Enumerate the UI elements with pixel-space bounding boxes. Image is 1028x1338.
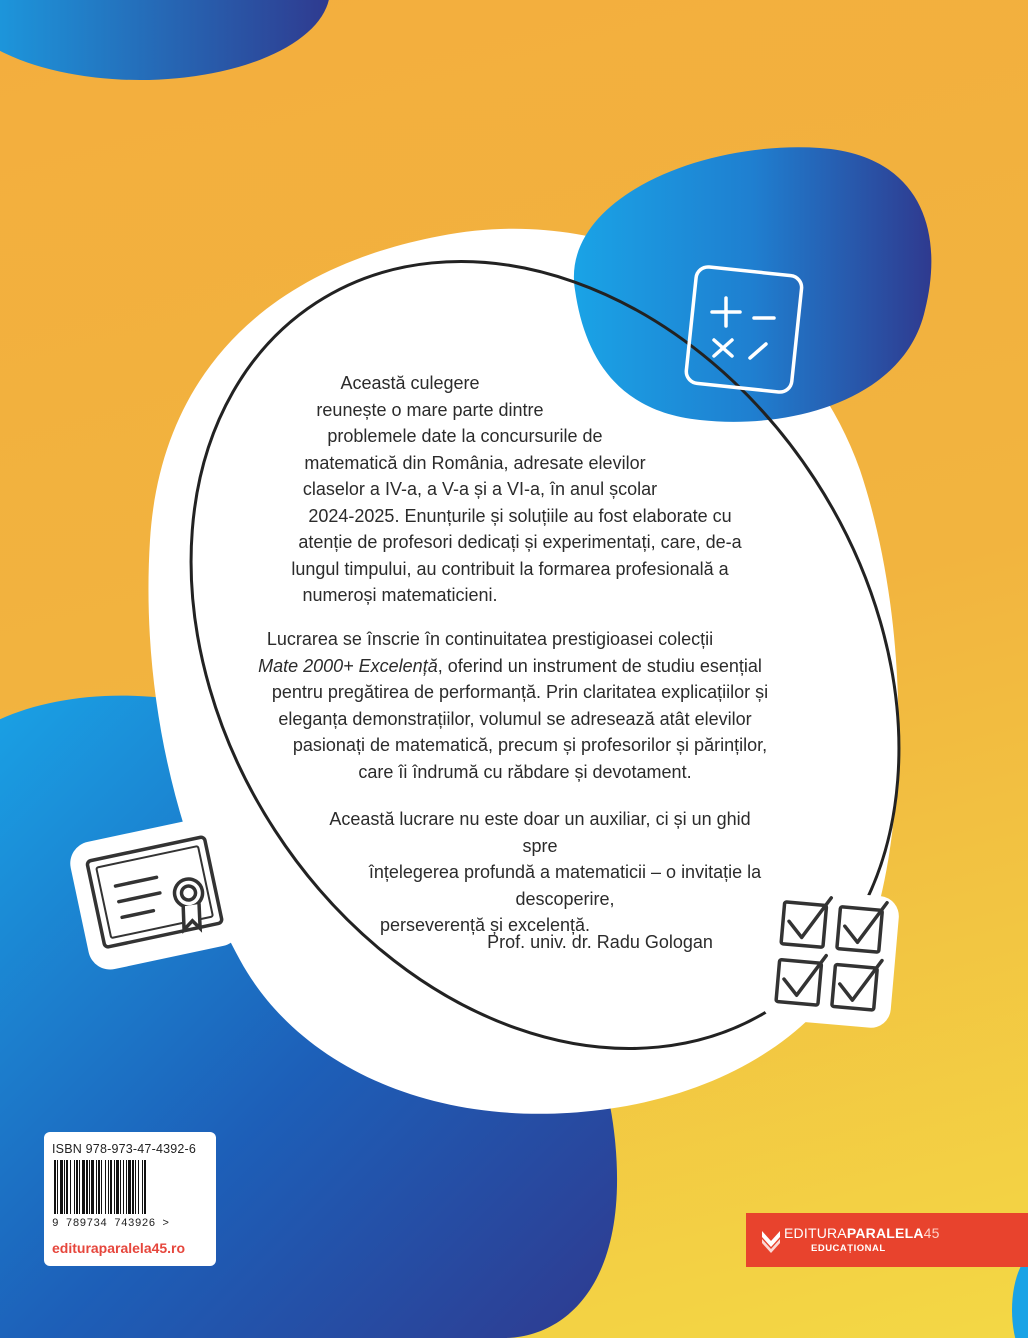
publisher-name-number: 45 (923, 1225, 940, 1241)
barcode-bar (60, 1160, 63, 1214)
blurb-line: Această culegere (340, 373, 480, 393)
barcode-bar (91, 1160, 94, 1214)
publisher-subtitle: EDUCAȚIONAL (811, 1243, 886, 1254)
blurb-paragraph-2 (210, 626, 770, 785)
blurb-text: , oferind un instrument de studiu esențial (437, 655, 762, 676)
barcode-bar (54, 1160, 56, 1214)
blurb-paragraph-3 (210, 806, 770, 939)
barcode-bar (86, 1160, 88, 1214)
barcode-bar (79, 1160, 80, 1214)
barcode-bar (74, 1160, 75, 1214)
barcode-bar (57, 1160, 58, 1214)
barcode-bar (128, 1160, 131, 1214)
barcode-bar (116, 1160, 119, 1214)
blurb-line: pasionați de matematică, precum și profesorilor și părinților, (292, 735, 768, 755)
barcode-bar (108, 1160, 109, 1214)
blurb-line: 2024-2025. Enunțurile și soluțiile au fost elaborate cu (308, 505, 732, 526)
barcode-bar (89, 1160, 90, 1214)
barcode-bar (76, 1160, 78, 1214)
barcode-digits: 9 789734 743926 > (52, 1218, 170, 1230)
publisher-logo-icon (760, 1225, 782, 1253)
blurb-line: problemele date la concursurile de (327, 426, 603, 446)
barcode-bar (70, 1160, 71, 1214)
blurb-line: lungul timpului, au contribuit la formarea profesională a (291, 558, 729, 579)
barcode-bar (120, 1160, 121, 1214)
barcode-bar (123, 1160, 124, 1214)
blurb-line: numeroși matematicieni. (302, 585, 498, 605)
publisher-name-bold: PARALELA (846, 1225, 924, 1241)
barcode-bar (105, 1160, 106, 1214)
blurb-line: matematică din România, adresate elevilor (304, 452, 646, 473)
blurb-line: care îi îndrumă cu răbdare și devotament. (358, 761, 692, 782)
blurb-line: atenție de profesori dedicați și experimentați, care, de-a (298, 532, 742, 552)
barcode-bar (82, 1160, 85, 1214)
barcode-bar (132, 1160, 134, 1214)
top-left-blob (0, 0, 330, 80)
barcode-bar (142, 1160, 143, 1214)
blurb-line: Lucrarea se înscrie în continuitatea prestigioasei colecții (266, 629, 714, 649)
barcode-bar (66, 1160, 68, 1214)
blurb-paragraph-1 (210, 370, 770, 609)
publisher-logo (746, 1213, 1028, 1267)
publisher-name (784, 1225, 940, 1241)
blurb-line: eleganța demonstrațiilor, volumul se adresează atât elevilor (278, 708, 752, 729)
barcode-bar (98, 1160, 100, 1214)
barcode-bar (114, 1160, 115, 1214)
barcode-bar (135, 1160, 136, 1214)
barcode-bar (64, 1160, 65, 1214)
isbn-barcode-box (44, 1132, 216, 1266)
blurb-line: pentru pregătirea de performanță. Prin claritatea explicațiilor și (271, 682, 769, 702)
blurb-line: claselor a IV-a, a V-a și a VI-a, în anul școlar (302, 479, 658, 499)
barcode (52, 1160, 208, 1218)
barcode-bar (110, 1160, 112, 1214)
blurb-line (210, 653, 770, 680)
blurb-line: reunește o mare parte dintre (316, 399, 544, 420)
publisher-name-light: EDITURA (784, 1225, 847, 1241)
barcode-bar (144, 1160, 146, 1214)
author-signature: Prof. univ. dr. Radu Gologan (487, 932, 713, 952)
blurb-line: înțelegerea profundă a matematicii – o invitație la descoperire, (368, 862, 762, 909)
publisher-website[interactable]: edituraparalela45.ro (52, 1240, 186, 1256)
checklist-icon (759, 887, 900, 1030)
barcode-bar (101, 1160, 102, 1214)
barcode-bar (96, 1160, 97, 1214)
blurb-line: Această lucrare nu este doar un auxiliar, ci și un ghid spre (329, 809, 751, 856)
isbn-number: ISBN 978-973-47-4392-6 (52, 1142, 197, 1156)
blurb-line: perseverență și excelență. (379, 915, 591, 935)
barcode-bar (126, 1160, 127, 1214)
series-title: Mate 2000+ Excelență (258, 655, 438, 676)
barcode-bar (138, 1160, 139, 1214)
